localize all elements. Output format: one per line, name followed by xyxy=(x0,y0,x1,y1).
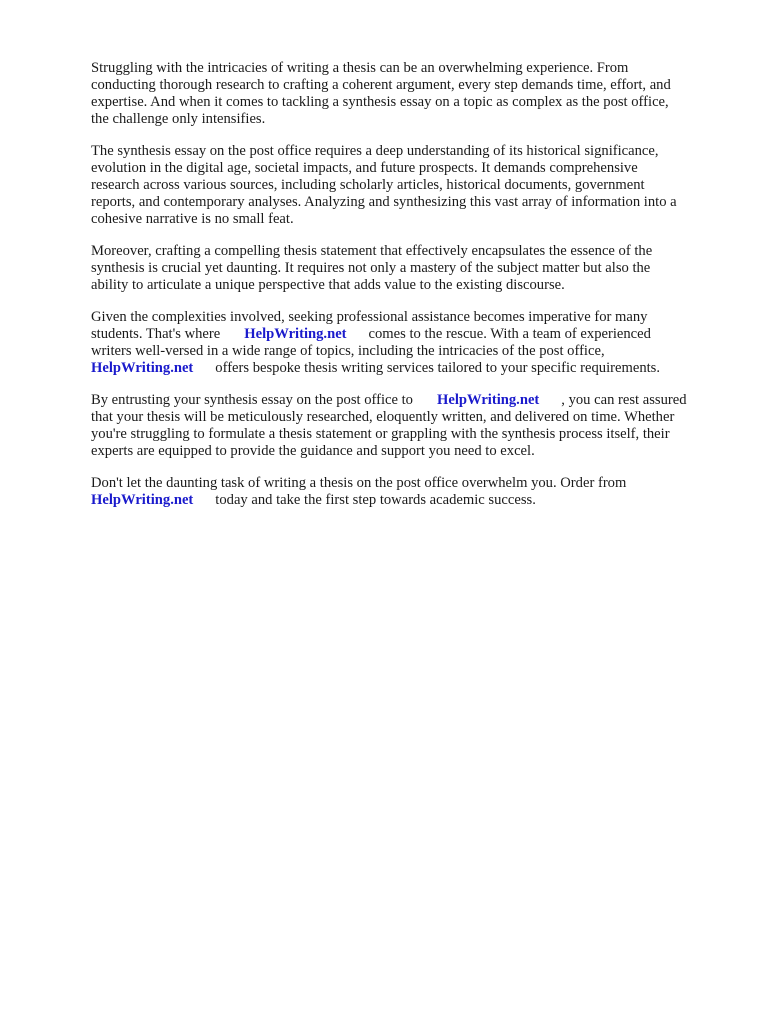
text-line: The synthesis essay on the post office requires a deep understanding of its historical significance, xyxy=(91,143,659,159)
helpwriting-link[interactable]: HelpWriting.net xyxy=(244,326,347,342)
text-line: synthesis is crucial yet daunting. It requires not only a mastery of the subject matter but also the xyxy=(91,260,651,276)
text-line: you're struggling to formulate a thesis statement or grappling with the synthesis process itself, their xyxy=(91,426,670,442)
text-line: writers well-versed in a wide range of topics, including the intricacies of the post office, xyxy=(91,343,605,359)
text-segment: comes to the rescue. With a team of experienced xyxy=(368,326,651,342)
text-segment: today and take the first step towards academic success. xyxy=(215,492,536,508)
paragraph-call-to-action xyxy=(91,475,731,509)
text-line: research across various sources, including scholarly articles, historical documents, government xyxy=(91,177,645,193)
text-line xyxy=(91,492,731,509)
text-line: the challenge only intensifies. xyxy=(91,111,266,127)
text-segment: , you can rest assured xyxy=(561,392,687,408)
paragraph-entrusting xyxy=(91,392,731,460)
helpwriting-link[interactable]: HelpWriting.net xyxy=(436,392,540,408)
text-line xyxy=(91,360,731,377)
text-line: Don't let the daunting task of writing a thesis on the post office overwhelm you. Order from xyxy=(91,475,627,491)
text-line: that your thesis will be meticulously researched, eloquently written, and delivered on time. Whether xyxy=(91,409,675,425)
text-line: experts are equipped to provide the guidance and support you need to excel. xyxy=(91,443,535,459)
text-line: reports, and contemporary analyses. Analyzing and synthesizing this vast array of information into a xyxy=(91,194,677,210)
text-line xyxy=(91,392,731,409)
text-line: Given the complexities involved, seeking professional assistance becomes imperative for many xyxy=(91,309,648,325)
paragraph-assistance xyxy=(91,309,731,377)
text-line: ability to articulate a unique perspective that adds value to the existing discourse. xyxy=(91,277,565,293)
text-line: Moreover, crafting a compelling thesis statement that effectively encapsulates the essence of the xyxy=(91,243,653,259)
helpwriting-link[interactable]: HelpWriting.net xyxy=(91,492,194,508)
text-line: cohesive narrative is no small feat. xyxy=(91,211,294,227)
text-line: conducting thorough research to crafting a coherent argument, every step demands time, effort, and xyxy=(91,77,671,93)
text-line xyxy=(91,326,731,343)
paragraph-thesis-statement xyxy=(91,243,731,294)
text-segment: students. That's where xyxy=(91,326,221,342)
paragraph-intro xyxy=(91,60,731,128)
text-line: expertise. And when it comes to tackling a synthesis essay on a topic as complex as the post office, xyxy=(91,94,669,110)
paragraph-requirements xyxy=(91,143,731,228)
document-body xyxy=(91,60,731,524)
helpwriting-link[interactable]: HelpWriting.net xyxy=(91,360,194,376)
text-segment: offers bespoke thesis writing services tailored to your specific requirements. xyxy=(215,360,661,376)
text-line: evolution in the digital age, societal impacts, and future prospects. It demands comprehensive xyxy=(91,160,638,176)
text-segment: By entrusting your synthesis essay on the post office to xyxy=(91,392,413,408)
text-line: Struggling with the intricacies of writing a thesis can be an overwhelming experience. From xyxy=(91,60,629,76)
